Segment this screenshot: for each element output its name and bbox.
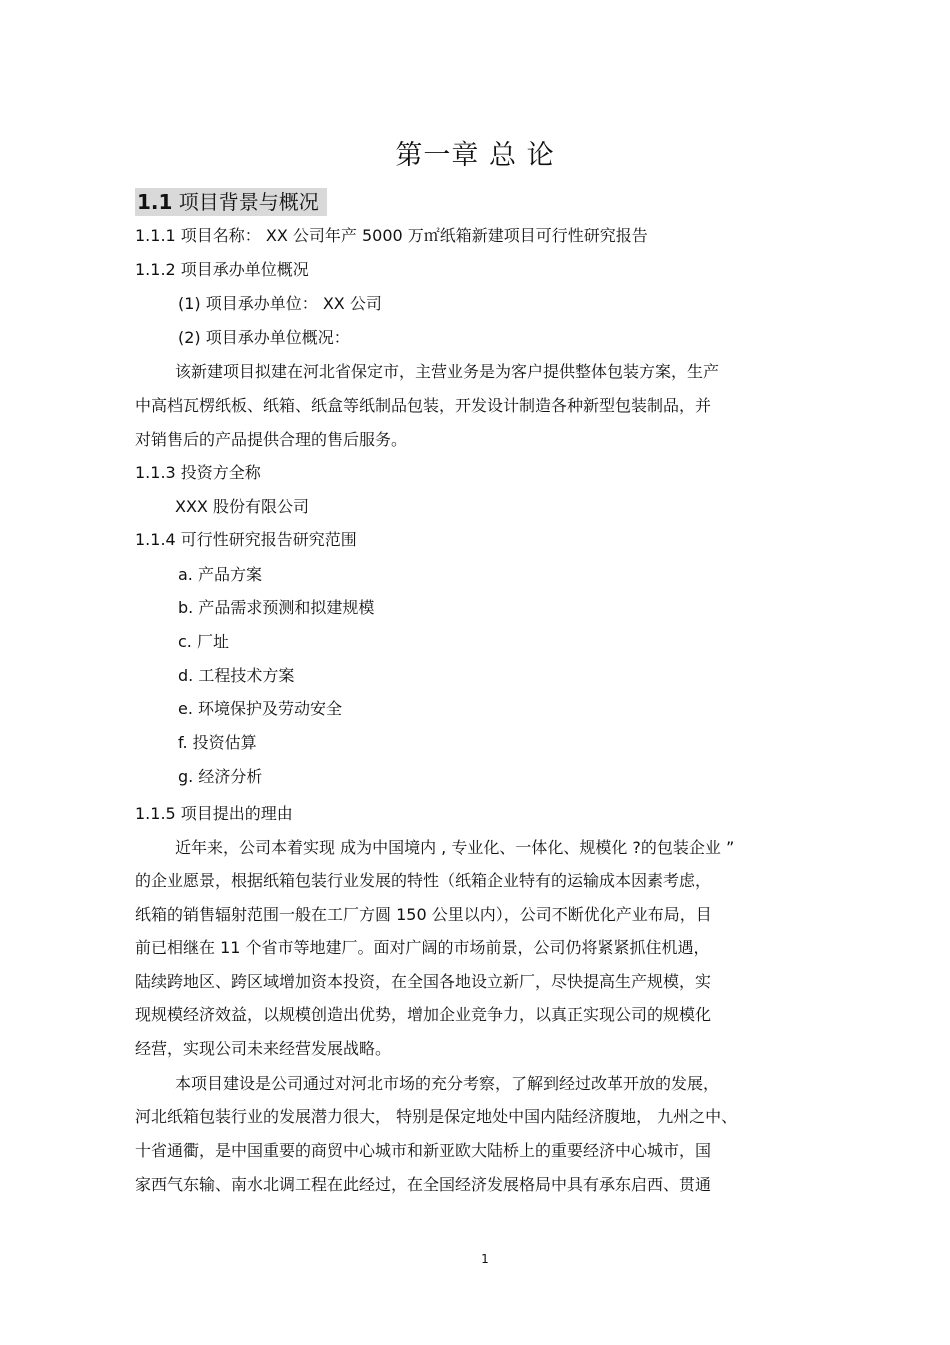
item-1-1-2: 1.1.2 项目承办单位概况 <box>135 260 309 279</box>
scope-item-c: c. 厂址 <box>178 632 229 651</box>
paragraph-line: 纸箱的销售辐射范围一般在工厂方圆 150 公里以内），公司不断优化产业布局，目 <box>135 905 712 924</box>
scope-item-b: b. 产品需求预测和拟建规模 <box>178 598 375 617</box>
paragraph-line: 本项目建设是公司通过对河北市场的充分考察，了解到经过改革开放的发展， <box>175 1074 720 1093</box>
paragraph-line: 河北纸箱包装行业的发展潜力很大， 特别是保定地处中国内陆经济腹地， 九州之中、 <box>135 1107 738 1126</box>
paragraph-line: 前已相继在 11 个省市等地建厂。面对广阔的市场前景，公司仍将紧紧抓住机遇， <box>135 938 710 957</box>
paragraph-line: 十省通衢，是中国重要的商贸中心城市和新亚欧大陆桥上的重要经济中心城市，国 <box>135 1141 712 1160</box>
scope-item-g: g. 经济分析 <box>178 767 263 786</box>
sub-item-1: (1) 项目承办单位： XX 公司 <box>178 294 382 313</box>
item-1-1-1: 1.1.1 项目名称： XX 公司年产 5000 万㎡纸箱新建项目可行性研究报告 <box>135 226 648 245</box>
paragraph-line: 近年来，公司本着实现 成为中国境内 , 专业化、一体化、规模化 ?的包装企业 ” <box>175 838 735 857</box>
chapter-title: 第一章 总 论 <box>395 140 555 171</box>
paragraph-line: 家西气东输、南水北调工程在此经过，在全国经济发展格局中具有承东启西、贯通 <box>135 1175 712 1194</box>
item-1-1-3: 1.1.3 投资方全称 <box>135 463 261 482</box>
page-number: 1 <box>481 1252 489 1266</box>
investor-name: XXX 股份有限公司 <box>175 497 309 516</box>
scope-item-e: e. 环境保护及劳动安全 <box>178 699 343 718</box>
paragraph-line: 该新建项目拟建在河北省保定市，主营业务是为客户提供整体包装方案，生产 <box>175 362 720 381</box>
section-number: 1.1 <box>137 190 173 214</box>
paragraph-line: 中高档瓦楞纸板、纸箱、纸盒等纸制品包装，开发设计制造各种新型包装制品，并 <box>135 396 712 415</box>
paragraph-line: 陆续跨地区、跨区域增加资本投资，在全国各地设立新厂，尽快提高生产规模，实 <box>135 972 712 991</box>
item-1-1-4: 1.1.4 可行性研究报告研究范围 <box>135 530 357 549</box>
scope-item-f: f. 投资估算 <box>178 733 257 752</box>
item-1-1-5: 1.1.5 项目提出的理由 <box>135 804 293 823</box>
scope-item-d: d. 工程技术方案 <box>178 666 295 685</box>
paragraph-line: 现规模经济效益，以规模创造出优势，增加企业竞争力，以真正实现公司的规模化 <box>135 1005 712 1024</box>
section-title: 项目背景与概况 <box>178 190 319 214</box>
paragraph-line: 对销售后的产品提供合理的售后服务。 <box>135 430 408 449</box>
paragraph-line: 的企业愿景，根据纸箱包装行业发展的特性（纸箱企业特有的运输成本因素考虑， <box>135 871 712 890</box>
sub-item-2: (2) 项目承办单位概况： <box>178 328 350 347</box>
paragraph-line: 经营，实现公司未来经营发展战略。 <box>135 1039 392 1058</box>
section-heading <box>135 188 327 216</box>
scope-item-a: a. 产品方案 <box>178 565 262 584</box>
